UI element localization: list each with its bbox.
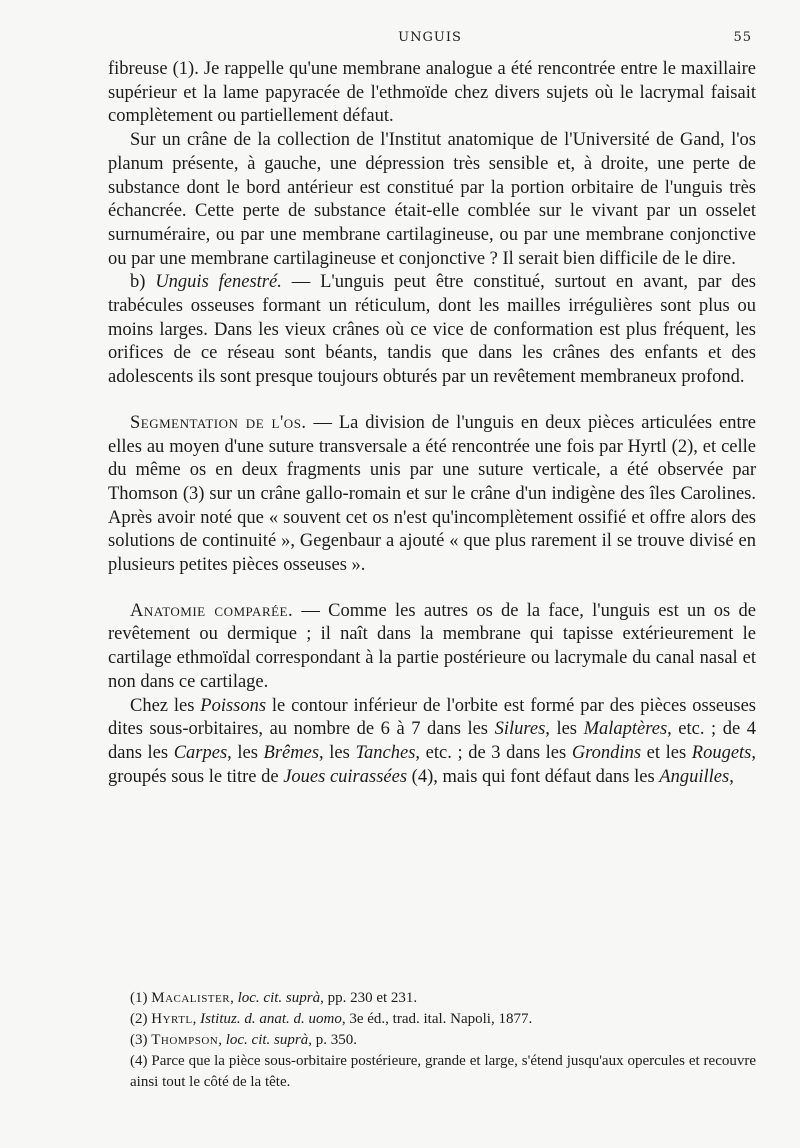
item-marker: b) (130, 272, 156, 293)
text-run: , etc. ; de 4 dans les (108, 719, 756, 763)
text-run: , 3e éd., trad. ital. Napoli, 1877. (341, 1011, 533, 1027)
italic-term: Tanches (355, 742, 416, 763)
text-run: , (192, 1011, 201, 1027)
running-header (108, 30, 752, 50)
footnote-number: (1) (130, 990, 152, 1006)
italic-term: Joues cuirassées (283, 766, 408, 787)
footnote-reference: loc. cit. suprà (237, 990, 321, 1006)
paragraph-text: — L'unguis peut être constitué, surtout en avant, par des trabécules osseuses formant un réticulum, dont les mailles irrégulières sont plus ou moins larges. Dans les vieux crânes où ce vice de conformation est plus fréquent, les orifices de ce réseau sont béants, tandis que dans les crânes des enfants et des adolescents ils sont presque toujours obturés par un revêtement membraneux profond. (108, 272, 756, 388)
paragraph-text: — Comme les autres os de la face, l'unguis est un os de revêtement ou dermique ; il naît dans la membrane qui tapisse extérieurement le cartilage ethmoïdal correspondant à la partie postérieure ou lacrymale du canal nasal et non dans ce cartilage. (108, 600, 756, 692)
text-run: , les (545, 719, 584, 740)
text-run: , pp. 230 et 231. (320, 990, 418, 1006)
text-run: , les (227, 742, 264, 763)
italic-term: Carpes (173, 742, 228, 763)
footnote-author: Hyrtl (151, 1011, 193, 1027)
text-run: , p. 350. (308, 1032, 357, 1048)
text-run: , groupés sous le titre de (108, 742, 756, 787)
footnote-author: Thompson (151, 1032, 219, 1048)
footnote-3 (108, 1030, 756, 1051)
text-run: , (729, 766, 734, 787)
footnote-1 (108, 988, 756, 1009)
footnotes (108, 988, 756, 1093)
footnote-reference: loc. cit. suprà (225, 1032, 309, 1048)
footnote-number: (2) (130, 1011, 152, 1027)
paragraph-continuation: fibreuse (1). Je rappelle qu'une membrane analogue a été rencontrée entre le maxillaire supérieur et la lame papyracée de l'ethmoïde chez divers sujets où le lacrymal faisait complètement ou partiellement défaut. (108, 59, 756, 127)
paragraph-text: — La division de l'unguis en deux pièces articulées entre elles au moyen d'une suture transversale a été rencontrée une fois par Hyrtl (2), et celle du même os en deux fragments unis par une suture verticale, a été observée par Thomson (3) sur un crâne gallo-romain et sur le crâne d'un indigène des îles Carolines. Après avoir noté que « souvent cet os n'est qu'incomplètement ossifié et offre alors des solutions de continuité », Gegenbaur a ajouté « que plus rarement il se trouve divisé en plusieurs petites pièces osseuses ». (108, 412, 756, 576)
italic-term: Silures (494, 719, 546, 740)
running-title: UNGUIS (398, 30, 462, 45)
footnote-number: (3) (130, 1032, 152, 1048)
subheading-unguis-fenestre: Unguis fenestré. (155, 272, 282, 293)
paragraph-anatomie-comparee (108, 600, 756, 695)
text-run: le contour inférieur de l'orbite est formé par des pièces osseuses dites sous-orbitaires, au nombre de 6 à 7 dans les (108, 695, 756, 740)
italic-term: Poissons (200, 695, 267, 716)
footnote-2 (108, 1009, 756, 1030)
text-run: (4), mais qui font défaut dans les (407, 766, 660, 787)
text-run: et les (641, 742, 692, 763)
text-run: , (218, 1032, 226, 1048)
text-run: Chez les (130, 695, 201, 716)
paragraph-unguis-fenestre (108, 271, 756, 390)
main-text (108, 58, 756, 789)
italic-term: Rougets (691, 742, 752, 763)
paragraph-gand-skull: Sur un crâne de la collection de l'Institut anatomique de l'Université de Gand, l'os planum présente, à gauche, une dépression très sensible et, à droite, une perte de substance dont le bord antérieur est constitué par la portion orbitaire de l'unguis très échancrée. Cette perte de substance était-elle comblée sur le vivant par un osselet surnuméraire, ou par une membrane cartilagineuse, ou par une membrane conjonctive ou par une membrane cartilagineuse et conjonctive ? Il serait bien difficile de le dire. (108, 130, 756, 269)
paragraph-poissons (108, 695, 756, 790)
footnote-author: Macalister (151, 990, 231, 1006)
italic-term: Anguilles (659, 766, 730, 787)
section-heading-anatomie-comparee: Anatomie comparée. (130, 600, 294, 621)
text-run: , (230, 990, 238, 1006)
text-run: , etc. ; de 3 dans les (415, 742, 572, 763)
section-heading-segmentation: Segmentation de l'os. (130, 412, 307, 433)
paragraph-segmentation (108, 412, 756, 578)
footnote-reference: Istituz. d. anat. d. uomo (200, 1011, 342, 1027)
italic-term: Brêmes (263, 742, 320, 763)
page-number: 55 (733, 30, 752, 45)
text-run: , les (319, 742, 356, 763)
footnote-4: (4) Parce que la pièce sous-orbitaire postérieure, grande et large, s'étend jusqu'aux opercules et recouvre ainsi tout le côté de la tête. (130, 1053, 756, 1090)
italic-term: Grondins (571, 742, 642, 763)
italic-term: Malaptères (583, 719, 668, 740)
